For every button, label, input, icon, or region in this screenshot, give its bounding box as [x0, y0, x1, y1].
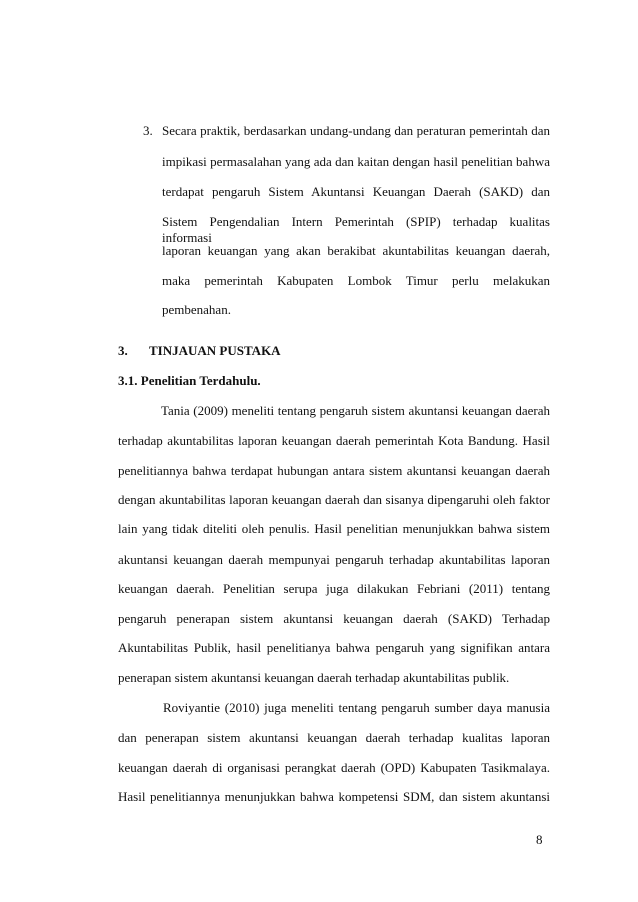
- paragraph-line: Hasil penelitiannya menunjukkan bahwa kompetensi SDM, dan sistem akuntansi: [118, 789, 550, 804]
- list-item-line: maka pemerintah Kabupaten Lombok Timur perlu melakukan: [162, 273, 550, 288]
- list-item-line: impikasi permasalahan yang ada dan kaitan dengan hasil penelitian bahwa: [162, 154, 550, 169]
- paragraph-line: Roviyantie (2010) juga meneliti tentang pengaruh sumber daya manusia: [163, 700, 550, 715]
- list-item-line: terdapat pengaruh Sistem Akuntansi Keuangan Daerah (SAKD) dan: [162, 184, 550, 199]
- list-item-number: 3.: [143, 123, 153, 138]
- paragraph-line: keuangan daerah di organisasi perangkat daerah (OPD) Kabupaten Tasikmalaya.: [118, 760, 550, 775]
- paragraph-line: keuangan daerah. Penelitian serupa juga dilakukan Febriani (2011) tentang: [118, 581, 550, 596]
- page-number: 8: [536, 832, 543, 847]
- subsection-heading: 3.1. Penelitian Terdahulu.: [118, 373, 261, 388]
- list-item-line: laporan keuangan yang akan berakibat akuntabilitas keuangan daerah,: [162, 243, 550, 258]
- paragraph-line: lain yang tidak diteliti oleh penulis. Hasil penelitian menunjukkan bahwa sistem: [118, 521, 550, 536]
- list-item-line: Secara praktik, berdasarkan undang-undang dan peraturan pemerintah dan: [162, 123, 550, 138]
- paragraph-line: penerapan sistem akuntansi keuangan daerah terhadap akuntabilitas publik.: [118, 670, 510, 685]
- paragraph-line: dengan akuntabilitas laporan keuangan daerah dan sisanya dipengaruhi oleh faktor: [118, 492, 550, 507]
- paragraph-line: akuntansi keuangan daerah mempunyai pengaruh terhadap akuntabilitas laporan: [118, 552, 550, 567]
- paragraph-line: pengaruh penerapan sistem akuntansi keuangan daerah (SAKD) Terhadap: [118, 611, 550, 626]
- paragraph-line: penelitiannya bahwa terdapat hubungan antara sistem akuntansi keuangan daerah: [118, 463, 550, 478]
- paragraph-line: Akuntabilitas Publik, hasil penelitianya bahwa pengaruh yang signifikan antara: [118, 640, 550, 655]
- section-number: 3.: [118, 343, 128, 358]
- paragraph-line: Tania (2009) meneliti tentang pengaruh sistem akuntansi keuangan daerah: [161, 403, 550, 418]
- paragraph-line: terhadap akuntabilitas laporan keuangan daerah pemerintah Kota Bandung. Hasil: [118, 433, 550, 448]
- list-item-line: pembenahan.: [162, 302, 231, 317]
- list-item-line: Sistem Pengendalian Intern Pemerintah (SPIP) terhadap kualitas informasi: [162, 214, 550, 245]
- section-heading: TINJAUAN PUSTAKA: [149, 343, 281, 358]
- paragraph-line: dan penerapan sistem akuntansi keuangan daerah terhadap kualitas laporan: [118, 730, 550, 745]
